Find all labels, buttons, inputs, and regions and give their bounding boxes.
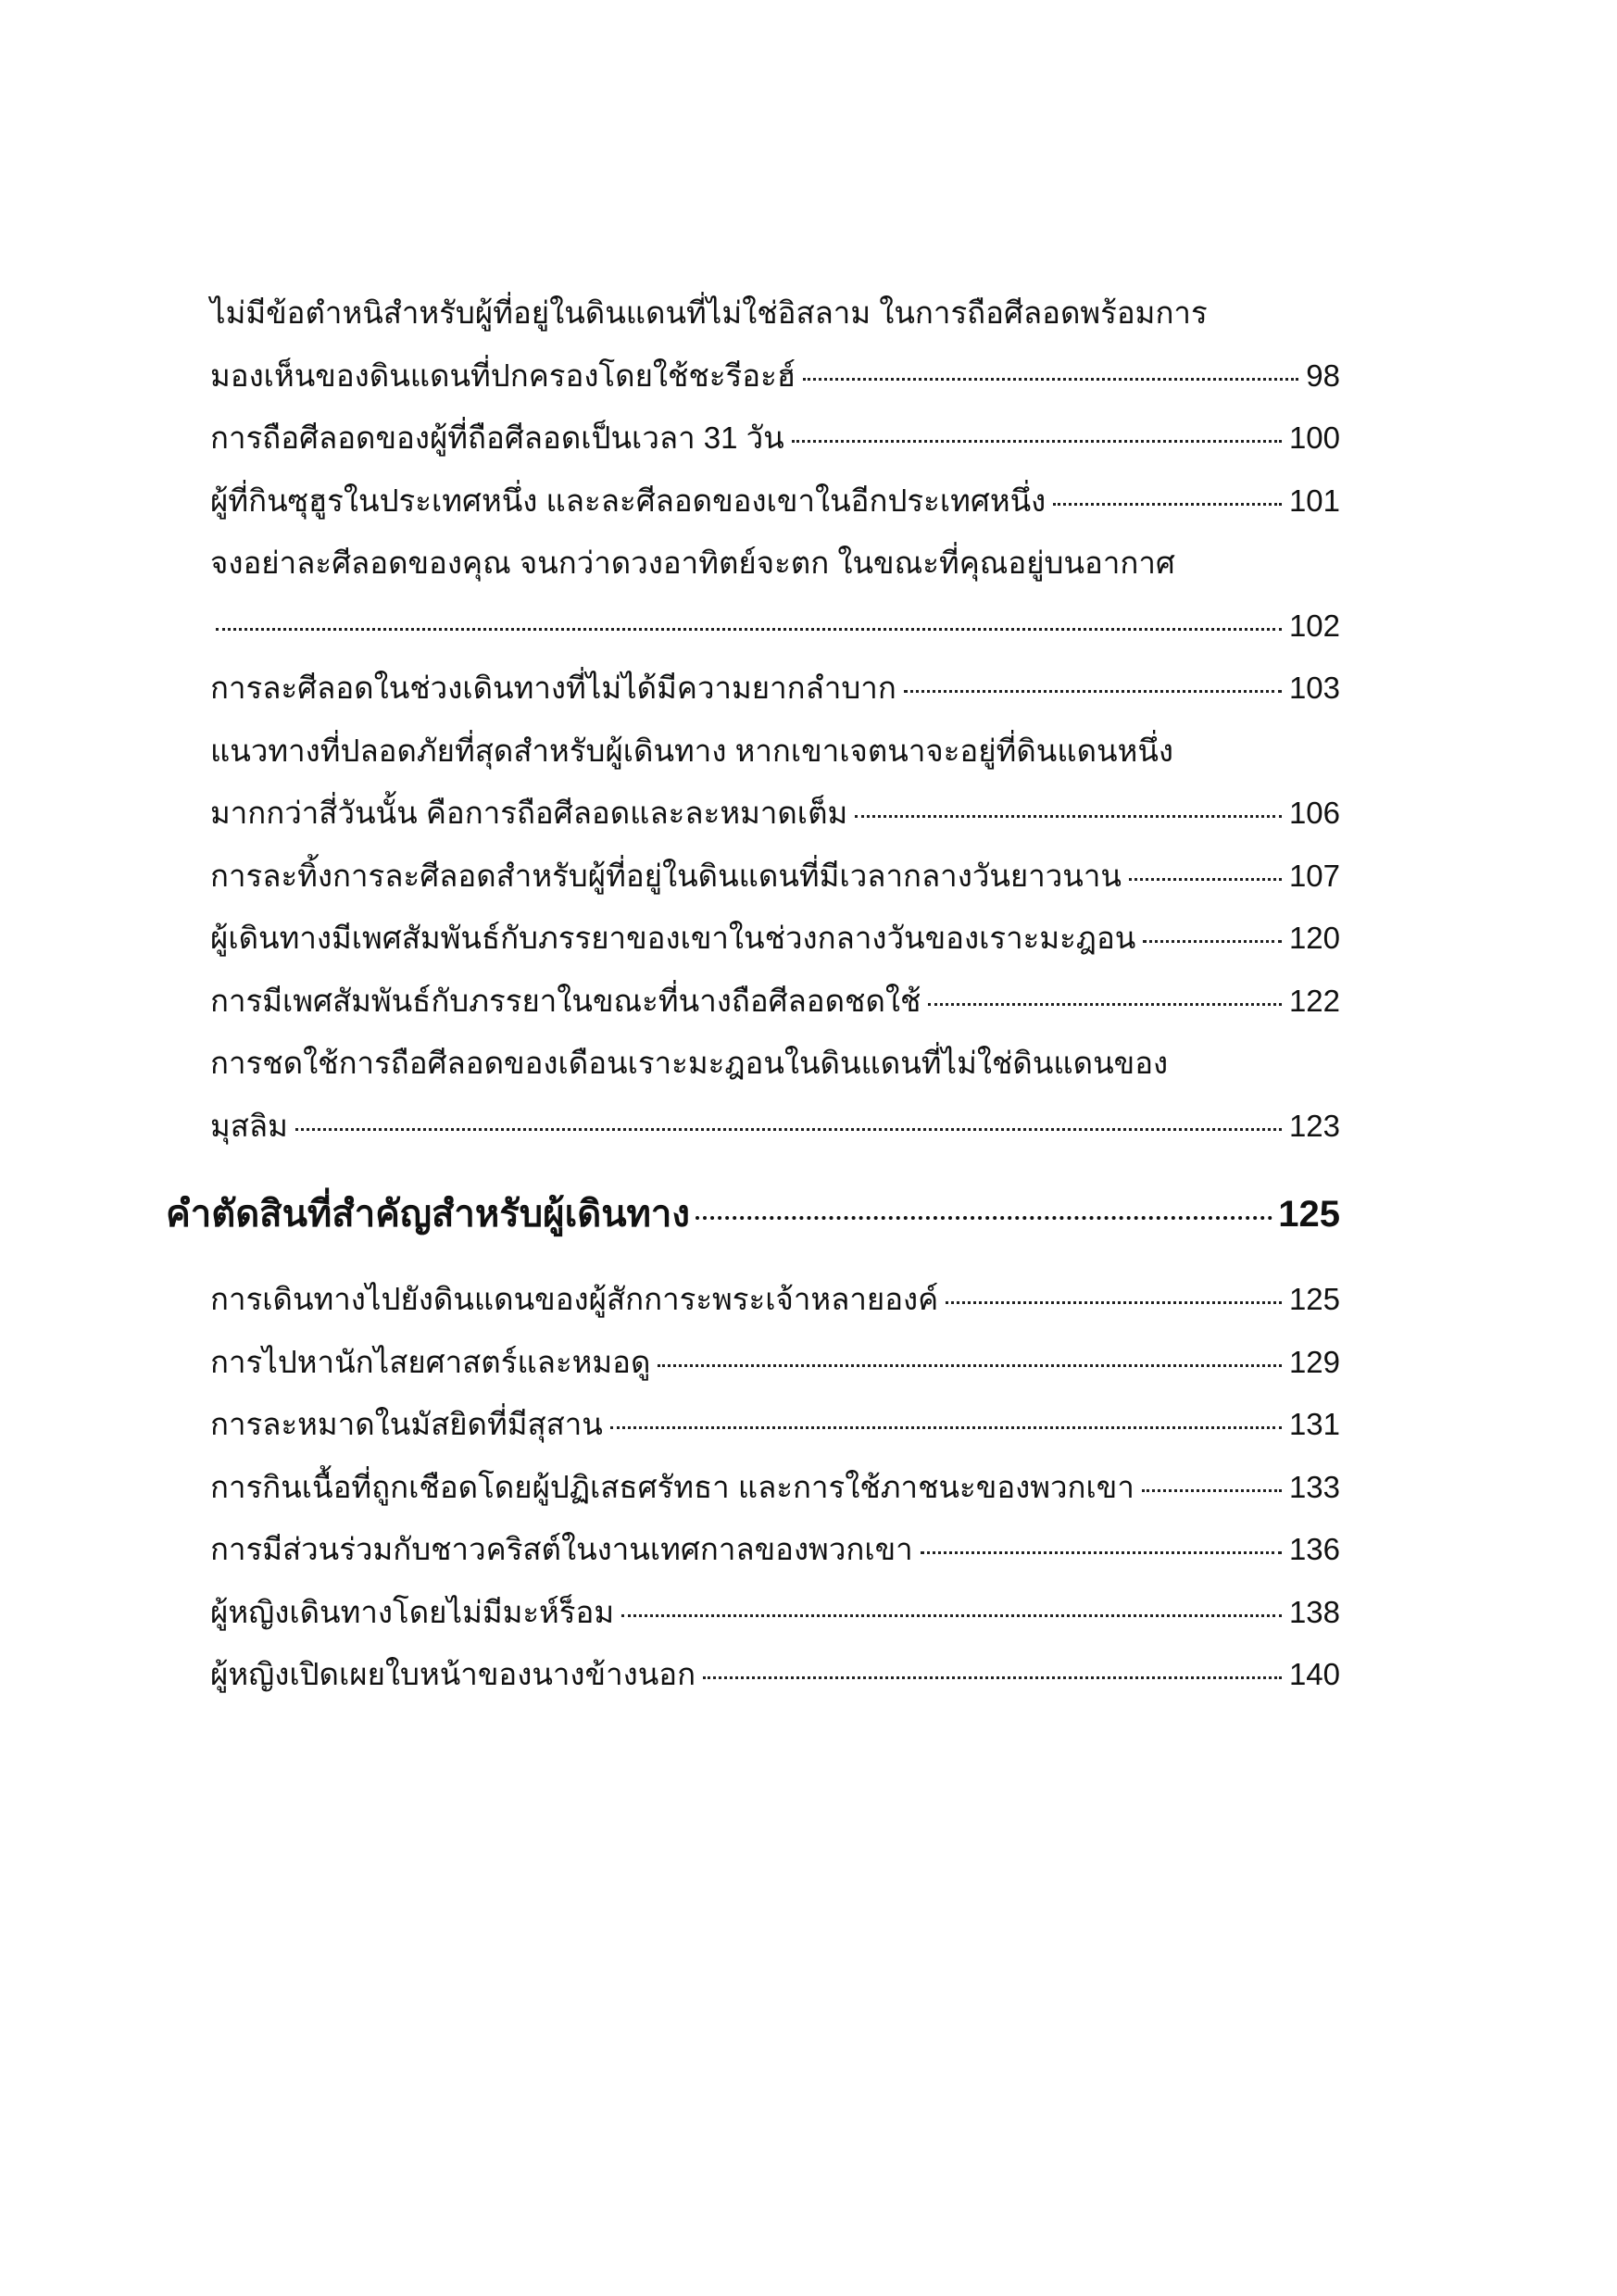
dot-leader <box>792 440 1282 443</box>
toc-entry[interactable] <box>210 1518 1340 1581</box>
toc-page-number: 125 <box>1288 1282 1340 1316</box>
dot-leader <box>1129 878 1282 881</box>
toc-page-number: 102 <box>1288 608 1340 643</box>
toc-page-number: 107 <box>1288 858 1340 893</box>
toc-entry-title: การกินเนื้อที่ถูกเชือดโดยผู้ปฏิเสธศรัทธา และการใช้ภาชนะของพวกเขา <box>210 1469 1134 1504</box>
toc-entry-continued[interactable] <box>210 532 1340 595</box>
dot-leader <box>928 1003 1282 1006</box>
toc-entry-title: การถือศีลอดของผู้ที่ถือศีลอดเป็นเวลา 31 วัน <box>210 420 784 455</box>
dot-leader <box>658 1364 1282 1367</box>
dot-leader <box>703 1676 1282 1679</box>
dot-leader <box>921 1551 1282 1554</box>
toc-entry-continued[interactable] <box>210 720 1340 783</box>
toc-entry-title: ผู้หญิงเปิดเผยใบหน้าของนางข้างนอก <box>210 1657 696 1691</box>
toc-entry-title: การละศีลอดในช่วงเดินทางที่ไม่ได้มีความยากลำบาก <box>210 671 896 705</box>
toc-page-number: 136 <box>1288 1532 1340 1566</box>
toc-page-number: 120 <box>1288 921 1340 955</box>
toc-entry[interactable] <box>210 1393 1340 1456</box>
toc-entry-title: มุสลิม <box>210 1108 288 1143</box>
toc-entry[interactable] <box>210 782 1340 845</box>
chapter-page-number: 125 <box>1278 1194 1340 1235</box>
toc-entry-title: การมีเพศสัมพันธ์กับภรรยาในขณะที่นางถือศีลอดชดใช้ <box>210 983 921 1018</box>
toc-entry-continued[interactable] <box>210 1032 1340 1095</box>
toc-entry-title: ไม่มีข้อตำหนิสำหรับผู้ที่อยู่ในดินแดนที่ไม่ใช่อิสลาม ในการถือศีลอดพร้อมการ <box>210 295 1208 330</box>
toc-entry[interactable] <box>210 1643 1340 1706</box>
dot-leader <box>1143 940 1282 943</box>
toc-page-number: 101 <box>1288 483 1340 518</box>
toc-entry[interactable] <box>210 1581 1340 1644</box>
toc-page-number: 129 <box>1288 1344 1340 1379</box>
toc-section-1 <box>210 282 1340 1157</box>
toc-entry-title: ผู้เดินทางมีเพศสัมพันธ์กับภรรยาของเขาในช่วงกลางวันของเราะมะฎอน <box>210 921 1136 955</box>
toc-entry[interactable] <box>210 345 1340 408</box>
toc-entry[interactable] <box>210 1331 1340 1394</box>
toc-entry[interactable] <box>210 657 1340 720</box>
toc-entry-title: ผู้ที่กินซุฮูรในประเทศหนึ่ง และละศีลอดของเขาในอีกประเทศหนึ่ง <box>210 483 1047 518</box>
toc-page-number: 123 <box>1288 1108 1340 1143</box>
toc-entry-title: จงอย่าละศีลอดของคุณ จนกว่าดวงอาทิตย์จะตก ในขณะที่คุณอยู่บนอากาศ <box>210 546 1175 580</box>
toc-page-number: 100 <box>1288 420 1340 455</box>
dot-leader <box>295 1128 1282 1131</box>
dot-leader <box>904 690 1282 693</box>
toc-entry-title: มองเห็นของดินแดนที่ปกครองโดยใช้ชะรีอะฮ์ <box>210 358 796 393</box>
dot-leader <box>610 1426 1282 1429</box>
toc-page-number: 140 <box>1288 1657 1340 1691</box>
toc-page-number: 133 <box>1288 1469 1340 1504</box>
chapter-title: คำตัดสินที่สำคัญสำหรับผู้เดินทาง <box>166 1194 690 1235</box>
toc-entry[interactable] <box>210 845 1340 908</box>
dot-leader <box>696 1216 1272 1220</box>
toc-entry[interactable] <box>210 1268 1340 1331</box>
toc-entry[interactable] <box>210 407 1340 470</box>
toc-page-number: 103 <box>1288 671 1340 705</box>
toc-entry[interactable] <box>210 470 1340 533</box>
toc-entry-title: มากกว่าสี่วันนั้น คือการถือศีลอดและละหมาดเต็ม <box>210 796 848 830</box>
toc-page-number: 106 <box>1288 796 1340 830</box>
toc-page-number: 138 <box>1288 1594 1340 1629</box>
toc-entry-continued[interactable] <box>210 282 1340 345</box>
dot-leader <box>1142 1489 1282 1492</box>
toc-entry-title: การไปหานักไสยศาสตร์และหมอดู <box>210 1344 651 1379</box>
toc-entry-title: การละทิ้งการละศีลอดสำหรับผู้ที่อยู่ในดินแดนที่มีเวลากลางวันยาวนาน <box>210 858 1122 893</box>
dot-leader <box>216 628 1282 631</box>
toc-entry[interactable] <box>210 907 1340 970</box>
toc-entry[interactable] <box>210 970 1340 1033</box>
dot-leader <box>803 378 1298 381</box>
toc-page-number: 98 <box>1306 358 1340 393</box>
toc-entry-title: การมีส่วนร่วมกับชาวคริสต์ในงานเทศกาลของพวกเขา <box>210 1532 913 1566</box>
toc-entry-title: การละหมาดในมัสยิดที่มีสุสาน <box>210 1407 603 1441</box>
toc-entry-title: แนวทางที่ปลอดภัยที่สุดสำหรับผู้เดินทาง หากเขาเจตนาจะอยู่ที่ดินแดนหนึ่ง <box>210 733 1174 768</box>
toc-entry-title: การเดินทางไปยังดินแดนของผู้สักการะพระเจ้าหลายองค์ <box>210 1282 939 1316</box>
dot-leader <box>855 815 1282 818</box>
toc-entry[interactable] <box>210 1095 1340 1158</box>
toc-page-number: 131 <box>1288 1407 1340 1441</box>
toc-entry[interactable] <box>210 1456 1340 1519</box>
dot-leader <box>946 1301 1282 1304</box>
toc-page-number: 122 <box>1288 983 1340 1018</box>
dot-leader <box>621 1614 1282 1617</box>
toc-section-2 <box>210 1268 1340 1706</box>
toc-chapter-heading[interactable] <box>166 1183 1340 1246</box>
dot-leader <box>1053 503 1282 506</box>
toc-entry-title: ผู้หญิงเดินทางโดยไม่มีมะห์ร็อม <box>210 1594 615 1629</box>
toc-entry[interactable] <box>210 595 1340 658</box>
toc-entry-title: การชดใช้การถือศีลอดของเดือนเราะมะฎอนในดินแดนที่ไม่ใช่ดินแดนของ <box>210 1046 1169 1080</box>
